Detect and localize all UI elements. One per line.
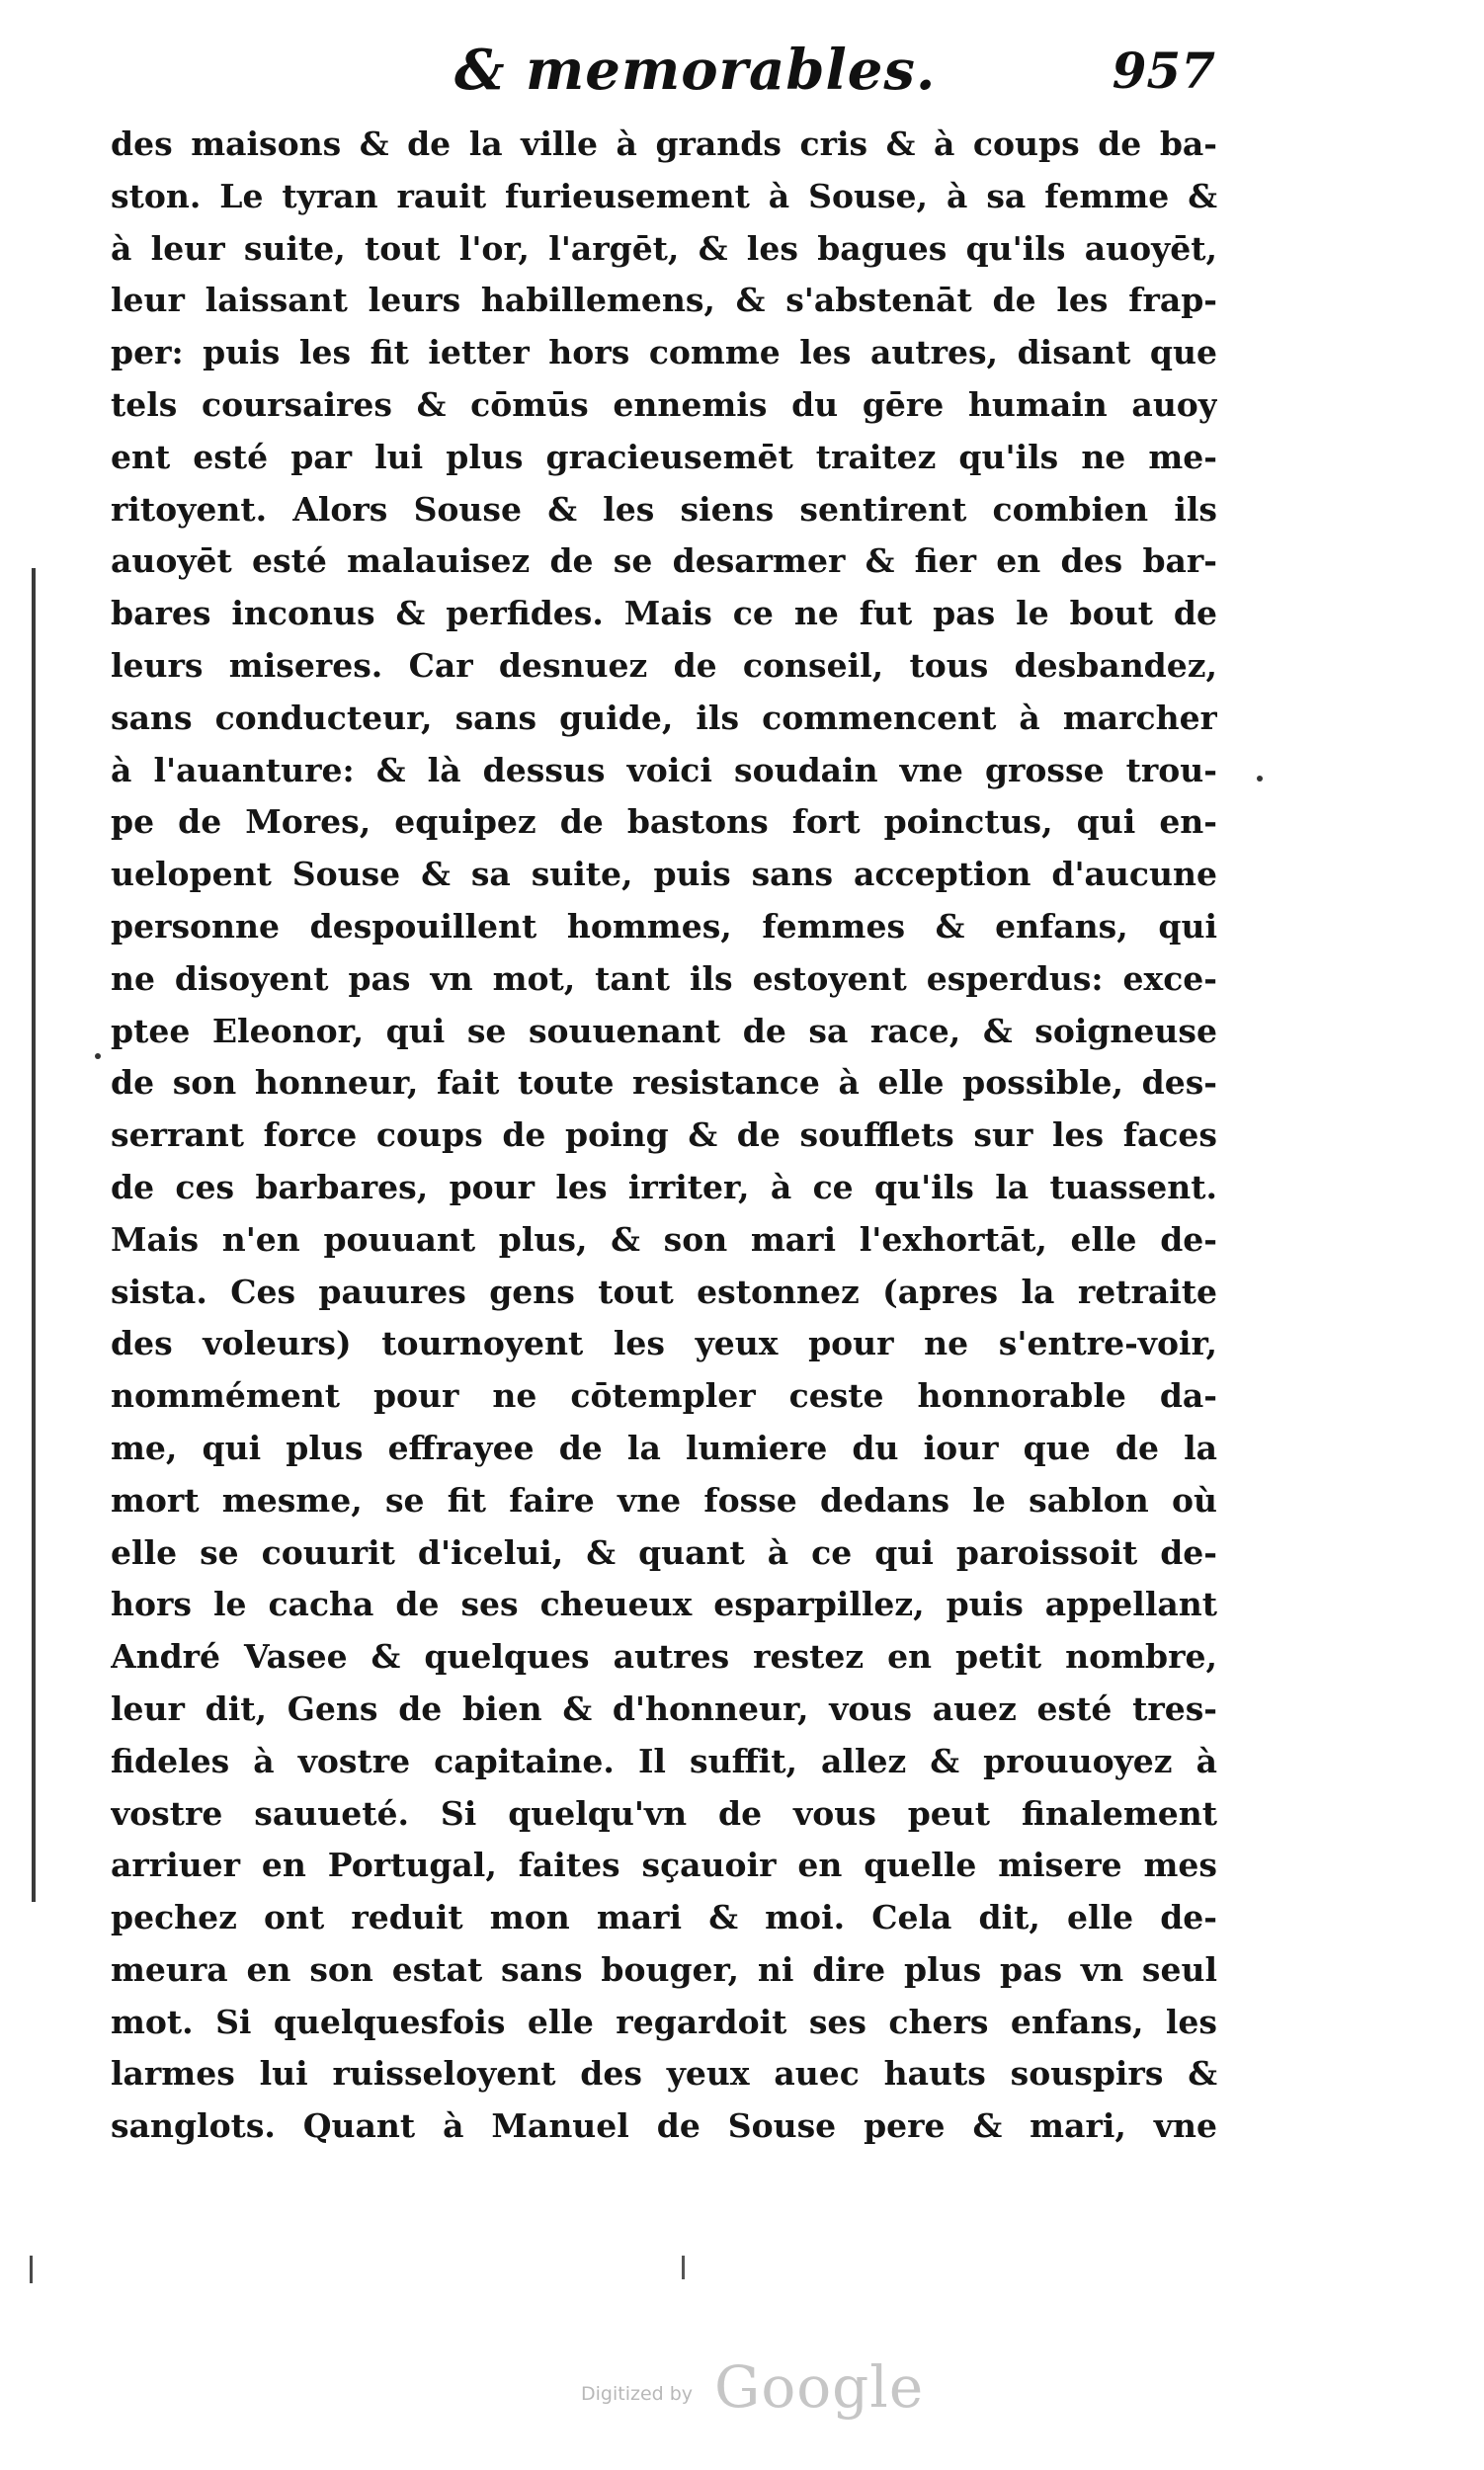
margin-rule xyxy=(32,568,36,1902)
text-line: pe de Mores, equipez de bastons fort poinctus, qui en- xyxy=(111,802,1217,842)
text-line: vostre sauueté. Si quelqu'vn de vous peut finalement xyxy=(111,1793,1217,1833)
google-logo: Google xyxy=(714,2353,925,2421)
text-line: elle se couurit d'icelui, & quant à ce qui paroissoit de- xyxy=(111,1532,1217,1572)
text-line: de son honneur, fait toute resistance à elle possible, des- xyxy=(111,1063,1217,1103)
text-line: Mais n'en pouuant plus, & son mari l'exhortāt, elle de- xyxy=(111,1219,1217,1259)
text-line: André Vasee & quelques autres restez en petit nombre, xyxy=(111,1637,1217,1677)
text-line: ptee Eleonor, qui se souuenant de sa race, & soigneuse xyxy=(111,1011,1217,1050)
text-line: auoyēt esté malauisez de se desarmer & fier en des bar- xyxy=(111,541,1217,581)
text-line: à leur suite, tout l'or, l'argēt, & les bagues qu'ils auoyēt, xyxy=(111,228,1217,268)
text-line: per: puis les fit ietter hors comme les autres, disant que xyxy=(111,333,1217,372)
text-line: larmes lui ruisseloyent des yeux auec hauts souspirs & xyxy=(111,2054,1217,2094)
running-title: & memorables. xyxy=(454,38,937,103)
margin-dot xyxy=(95,1053,101,1059)
body-text xyxy=(111,119,1217,2153)
digitized-by-label: Digitized by xyxy=(581,2383,694,2405)
text-line: serrant force coups de poing & de soufflets sur les faces xyxy=(111,1115,1217,1155)
text-line: ston. Le tyran rauit furieusement à Souse, à sa femme & xyxy=(111,176,1217,215)
footer-tick xyxy=(682,2256,685,2279)
margin-tick xyxy=(30,2256,33,2283)
text-line: leur dit, Gens de bien & d'honneur, vous auez esté tres- xyxy=(111,1688,1217,1728)
text-line: leurs miseres. Car desnuez de conseil, tous desbandez, xyxy=(111,645,1217,685)
text-line: personne despouillent hommes, femmes & enfans, qui xyxy=(111,906,1217,946)
text-line: à l'auanture: & là dessus voici soudain vne grosse trou- xyxy=(111,750,1217,789)
text-line: de ces barbares, pour les irriter, à ce qu'ils la tuassent. xyxy=(111,1167,1217,1206)
text-line: des maisons & de la ville à grands cris & à coups de ba- xyxy=(111,124,1217,163)
text-line: ritoyent. Alors Souse & les siens sentirent combien ils xyxy=(111,489,1217,529)
text-line: leur laissant leurs habillemens, & s'abstenāt de les frap- xyxy=(111,281,1217,320)
text-line: fideles à vostre capitaine. Il suffit, allez & prouuoyez à xyxy=(111,1741,1217,1780)
text-line: sans conducteur, sans guide, ils commencent à marcher xyxy=(111,698,1217,737)
text-line: des voleurs) tournoyent les yeux pour ne s'entre-voir, xyxy=(111,1324,1217,1363)
text-line: arriuer en Portugal, faites sçauoir en quelle misere mes xyxy=(111,1846,1217,1885)
text-line: sista. Ces pauures gens tout estonnez (apres la retraite xyxy=(111,1272,1217,1311)
text-line: nommément pour ne cōtempler ceste honnorable da- xyxy=(111,1376,1217,1416)
text-line: me, qui plus effrayee de la lumiere du iour que de la xyxy=(111,1428,1217,1467)
margin-dot xyxy=(1257,776,1263,782)
page-header xyxy=(119,38,1215,117)
text-line: ne disoyent pas vn mot, tant ils estoyent esperdus: exce- xyxy=(111,958,1217,998)
text-line: mort mesme, se fit faire vne fosse dedans le sablon où xyxy=(111,1480,1217,1520)
text-line: tels coursaires & cōmūs ennemis du gēre humain auoy xyxy=(111,384,1217,424)
text-line: meura en son estat sans bouger, ni dire plus pas vn seul xyxy=(111,1949,1217,1989)
digitized-watermark xyxy=(581,2353,925,2423)
text-line: uelopent Souse & sa suite, puis sans acception d'aucune xyxy=(111,855,1217,894)
text-line: mot. Si quelquesfois elle regardoit ses chers enfans, les xyxy=(111,2002,1217,2041)
page-number: 957 xyxy=(1112,41,1215,100)
text-line: sanglots. Quant à Manuel de Souse pere & mari, vne xyxy=(111,2106,1217,2146)
text-line: hors le cacha de ses cheueux esparpillez, puis appellant xyxy=(111,1585,1217,1624)
text-line: bares inconus & perfides. Mais ce ne fut pas le bout de xyxy=(111,594,1217,633)
text-line: pechez ont reduit mon mari & moi. Cela dit, elle de- xyxy=(111,1898,1217,1937)
text-line: ent esté par lui plus gracieusemēt traitez qu'ils ne me- xyxy=(111,437,1217,476)
